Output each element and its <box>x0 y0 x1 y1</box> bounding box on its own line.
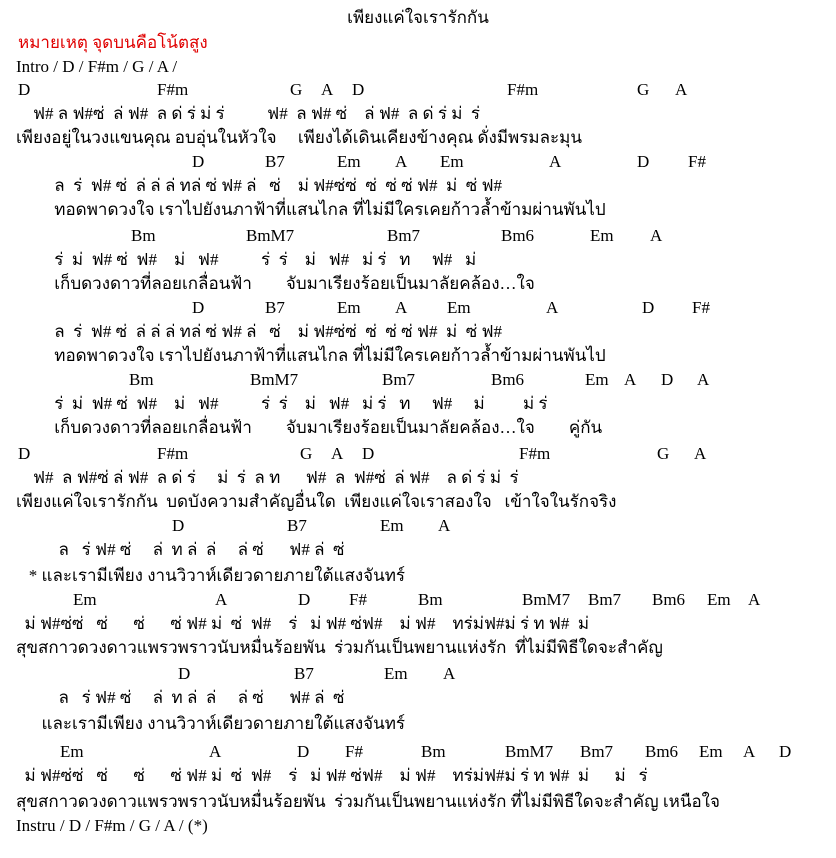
chord: D <box>297 742 310 761</box>
chord: F# <box>345 742 363 761</box>
chord: Bm <box>418 590 443 609</box>
note-line-s1_n3: ร่ ม่ ฟ# ซ่ ฟ# ม่ ฟ# ร่ ร่ ม่ ฟ# ม่ ร่ ท ฟ# ม่ <box>16 250 477 269</box>
chord: A <box>549 152 562 171</box>
lyric-line-s1_l2: ทอดพาดวงใจ เราไปยังนภาฟ้าที่แสนไกล ที่ไม่มีใครเคยก้าวล้ำข้ามผ่านพันไป <box>16 200 606 219</box>
note-line-s1_n1: ฟ# ล ฟ#ซ่ ล่ ฟ# ล ด่ ร่ ม่ ร่ ฟ# ล ฟ# ซ่ ล่ ฟ# ล ด่ ร่ ม่ ร่ <box>16 104 481 123</box>
chord: D <box>642 298 655 317</box>
chord: BmM7 <box>250 370 299 389</box>
chord: A <box>697 370 710 389</box>
chord: F#m <box>519 444 551 463</box>
chord: D <box>298 590 311 609</box>
chord: A <box>395 298 408 317</box>
note-line-s1_n2: ล ร่ ฟ# ซ่ ล่ ล่ ล่ ทล่ ซ่ ฟ# ล่ ซ่ ม่ ฟ#ซ่ซ่ ซ่ ซ่ ซ่ ฟ# ม่ ซ่ ฟ# <box>16 176 503 195</box>
lyric-line-h_l4: และเรามีเพียง งานวิวาห์เดียวดายภายใต้แสงจันทร์ <box>16 714 406 733</box>
chord: BmM7 <box>246 226 295 245</box>
chord: Em <box>585 370 609 389</box>
lyric-line-s2_l3: เก็บดวงดาวที่ลอยเกลื่อนฟ้า จับมาเรียงร้อยเป็นมาลัยคล้อง…ใจ คู่กัน <box>16 418 603 437</box>
chord: Bm <box>129 370 154 389</box>
chord: B7 <box>287 516 307 535</box>
note-line-e_n1: ม่ ฟ#ซ่ซ่ ซ่ ซ่ ซ่ ฟ# ม่ ซ่ ฟ# ร่ ม่ ฟ# ซ่ฟ# ม่ ฟ# ทร่ม่ฟ#ม่ ร่ ท ฟ# ม่ ม่ ร่ <box>16 766 648 785</box>
chord: Em <box>699 742 723 761</box>
chord: A <box>675 80 688 99</box>
note-line-s2_n3: ร่ ม่ ฟ# ซ่ ฟ# ม่ ฟ# ร่ ร่ ม่ ฟ# ม่ ร่ ท ฟ# ม่ ม่ ร่ <box>16 394 548 413</box>
chord: D <box>637 152 650 171</box>
chord: Bm7 <box>387 226 421 245</box>
chord: Em <box>60 742 84 761</box>
chord: D <box>18 80 31 99</box>
chord: A <box>438 516 451 535</box>
chord: Bm6 <box>645 742 679 761</box>
note-high-octave: หมายเหตุ จุดบนคือโน้ตสูง <box>18 33 208 52</box>
chord: Bm6 <box>501 226 535 245</box>
chord: G <box>290 80 303 99</box>
section-line-instru: Instru / D / F#m / G / A / (*) <box>16 816 208 835</box>
chord: D <box>661 370 674 389</box>
chord: Bm7 <box>382 370 416 389</box>
chord: BmM7 <box>505 742 554 761</box>
chord: Em <box>707 590 731 609</box>
chord: Bm <box>421 742 446 761</box>
chord: Bm6 <box>491 370 525 389</box>
chord: Bm6 <box>652 590 686 609</box>
chord: F# <box>688 152 706 171</box>
chord: D <box>352 80 365 99</box>
chord: B7 <box>265 298 285 317</box>
chord: G <box>637 80 650 99</box>
chord: A <box>748 590 761 609</box>
chord: Em <box>337 152 361 171</box>
chord: A <box>443 664 456 683</box>
note-line-h_n1: ฟ# ล ฟ#ซ่ ล่ ฟ# ล ด่ ร่ ม่ ร่ ล ท ฟ# ล ฟ#ซ่ ล่ ฟ# ล ด่ ร่ ม่ ร่ <box>16 468 519 487</box>
chord: D <box>192 298 205 317</box>
chord: D <box>779 742 792 761</box>
chord: G <box>657 444 670 463</box>
chord: B7 <box>294 664 314 683</box>
chord: Em <box>590 226 614 245</box>
chord: A <box>694 444 707 463</box>
chord: D <box>178 664 191 683</box>
lyric-line-s1_l3: เก็บดวงดาวที่ลอยเกลื่อนฟ้า จับมาเรียงร้อยเป็นมาลัยคล้อง…ใจ <box>16 274 535 293</box>
lyric-line-s1_l1: เพียงอยู่ในวงแขนคุณ อบอุ่นในหัวใจ เพียงได้เดินเคียงข้างคุณ ดั่งมีพรมละมุน <box>16 128 582 147</box>
lyric-line-s2_l2: ทอดพาดวงใจ เราไปยังนภาฟ้าที่แสนไกล ที่ไม่มีใครเคยก้าวล้ำข้ามผ่านพันไป <box>16 346 606 365</box>
note-line-h_n4: ล ร่ ฟ# ซ่ ล่ ท ล่ ล่ ล่ ซ่ ฟ# ล่ ซ่ <box>16 688 345 707</box>
chord: A <box>546 298 559 317</box>
chord: Bm <box>131 226 156 245</box>
lyric-line-h_l2: * และเรามีเพียง งานวิวาห์เดียวดายภายใต้แสงจันทร์ <box>16 566 406 585</box>
chord: Em <box>447 298 471 317</box>
chord: Em <box>440 152 464 171</box>
section-line-intro: Intro / D / F#m / G / A / <box>16 57 178 76</box>
lyric-line-h_l3: สุขสกาวดวงดาวแพรวพราวนับหมื่นร้อยพัน ร่วมกันเป็นพยานแห่งรัก ที่ไม่มีพิธีใดจะสำคัญ <box>16 638 663 657</box>
chord: A <box>209 742 222 761</box>
chord: A <box>624 370 637 389</box>
chord: F#m <box>507 80 539 99</box>
chord: B7 <box>265 152 285 171</box>
note-line-s2_n2: ล ร่ ฟ# ซ่ ล่ ล่ ล่ ทล่ ซ่ ฟ# ล่ ซ่ ม่ ฟ#ซ่ซ่ ซ่ ซ่ ซ่ ฟ# ม่ ซ่ ฟ# <box>16 322 503 341</box>
note-line-h_n3: ม่ ฟ#ซ่ซ่ ซ่ ซ่ ซ่ ฟ# ม่ ซ่ ฟ# ร่ ม่ ฟ# ซ่ฟ# ม่ ฟ# ทร่ม่ฟ#ม่ ร่ ท ฟ# ม่ <box>16 614 590 633</box>
note-line-h_n2: ล ร่ ฟ# ซ่ ล่ ท ล่ ล่ ล่ ซ่ ฟ# ล่ ซ่ <box>16 540 345 559</box>
chord: Bm7 <box>580 742 614 761</box>
lyric-line-h_l1: เพียงแค่ใจเรารักกัน บดบังความสำคัญอื่นใด เพียงแค่ใจเราสองใจ เข้าใจในรักจริง <box>16 492 617 511</box>
chord: A <box>215 590 228 609</box>
chord: A <box>331 444 344 463</box>
chord: Em <box>380 516 404 535</box>
chord: A <box>321 80 334 99</box>
chord: F# <box>692 298 710 317</box>
chord: Bm7 <box>588 590 622 609</box>
chord: A <box>743 742 756 761</box>
chord: F#m <box>157 80 189 99</box>
chord: F#m <box>157 444 189 463</box>
chord: A <box>395 152 408 171</box>
chord: Em <box>337 298 361 317</box>
chord: A <box>650 226 663 245</box>
chord: D <box>18 444 31 463</box>
song-title: เพียงแค่ใจเรารักกัน <box>347 8 489 27</box>
chord: G <box>300 444 313 463</box>
chord: D <box>172 516 185 535</box>
chord: Em <box>73 590 97 609</box>
lyric-line-e_l1: สุขสกาวดวงดาวแพรวพราวนับหมื่นร้อยพัน ร่วมกันเป็นพยานแห่งรัก ที่ไม่มีพิธีใดจะสำคัญ เหนือใจ <box>16 792 720 811</box>
chord: BmM7 <box>522 590 571 609</box>
chord: F# <box>349 590 367 609</box>
chord: D <box>192 152 205 171</box>
chord: D <box>362 444 375 463</box>
chord: Em <box>384 664 408 683</box>
